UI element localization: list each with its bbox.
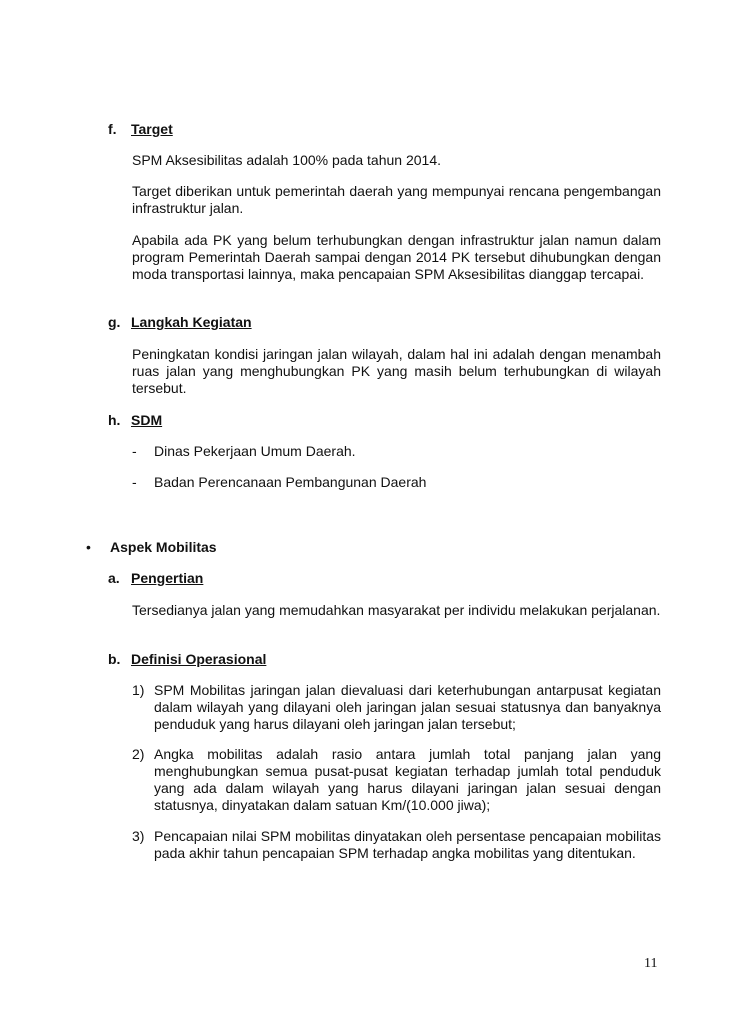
item-number: 3) — [132, 828, 145, 844]
numbered-item — [132, 682, 661, 733]
section-heading-sdm — [108, 412, 162, 429]
paragraph: Tersedianya jalan yang memudahkan masyarakat per individu melakukan perjalanan. — [132, 602, 661, 618]
section-letter: f. — [108, 121, 117, 137]
section-letter: a. — [108, 570, 120, 586]
list-item — [132, 474, 426, 491]
item-text: SPM Mobilitas jaringan jalan dievaluasi dari keterhubungan antarpusat kegiatan dalam wilayah yang dilayani oleh jaringan jalan sesuai statusnya dan banyaknya penduduk yang harus dilayani oleh jaringan jalan tersebut; — [154, 682, 661, 732]
section-title: Definisi Operasional — [131, 651, 267, 667]
paragraph: SPM Aksesibilitas adalah 100% pada tahun 2014. — [132, 152, 441, 168]
list-item — [132, 443, 356, 460]
paragraph: Apabila ada PK yang belum terhubungkan dengan infrastruktur jalan namun dalam program Pemerintah Daerah sampai dengan 2014 PK tersebut dihubungkan dengan moda transportasi lainnya, maka pencapaian SPM Aksesibilitas dianggap tercapai. — [132, 232, 661, 282]
section-letter: g. — [108, 314, 121, 330]
item-number: 1) — [132, 682, 145, 698]
section-title: SDM — [131, 412, 163, 428]
bullet-marker: • — [86, 539, 91, 555]
numbered-item — [132, 746, 661, 814]
aspect-heading-mobilitas — [86, 539, 217, 556]
item-text: Pencapaian nilai SPM mobilitas dinyatakan oleh persentase pencapaian mobilitas pada akhir tahun pencapaian SPM terhadap angka mobilitas yang ditentukan. — [154, 828, 661, 861]
section-heading-langkah-kegiatan — [108, 314, 252, 331]
section-heading-pengertian — [108, 570, 203, 587]
section-title: Langkah Kegiatan — [131, 314, 252, 330]
item-text: Angka mobilitas adalah rasio antara jumlah total panjang jalan yang menghubungkan semua pusat-pusat kegiatan terhadap jumlah total penduduk yang ada dalam wilayah yang harus dilayani jaringan jalan sesuai dengan statusnya, dinyatakan dalam satuan Km/(10.000 jiwa); — [154, 746, 661, 813]
section-title: Pengertian — [131, 570, 204, 586]
aspect-title: Aspek Mobilitas — [110, 539, 217, 555]
list-item-text: Dinas Pekerjaan Umum Daerah. — [154, 443, 356, 459]
section-letter: h. — [108, 412, 121, 428]
page-number: 11 — [644, 956, 658, 971]
dash-marker: - — [132, 443, 137, 459]
paragraph: Peningkatan kondisi jaringan jalan wilayah, dalam hal ini adalah dengan menambah ruas jalan yang menghubungkan PK yang masih belum terhubungkan di wilayah tersebut. — [132, 346, 661, 396]
paragraph: Target diberikan untuk pemerintah daerah yang mempunyai rencana pengembangan infrastruktur jalan. — [132, 183, 661, 216]
section-heading-definisi-operasional — [108, 651, 266, 668]
item-number: 2) — [132, 746, 145, 762]
section-heading-target — [108, 121, 173, 138]
section-letter: b. — [108, 651, 121, 667]
numbered-item — [132, 828, 661, 862]
list-item-text: Badan Perencanaan Pembangunan Daerah — [154, 474, 427, 490]
section-title: Target — [131, 121, 173, 137]
dash-marker: - — [132, 474, 137, 490]
